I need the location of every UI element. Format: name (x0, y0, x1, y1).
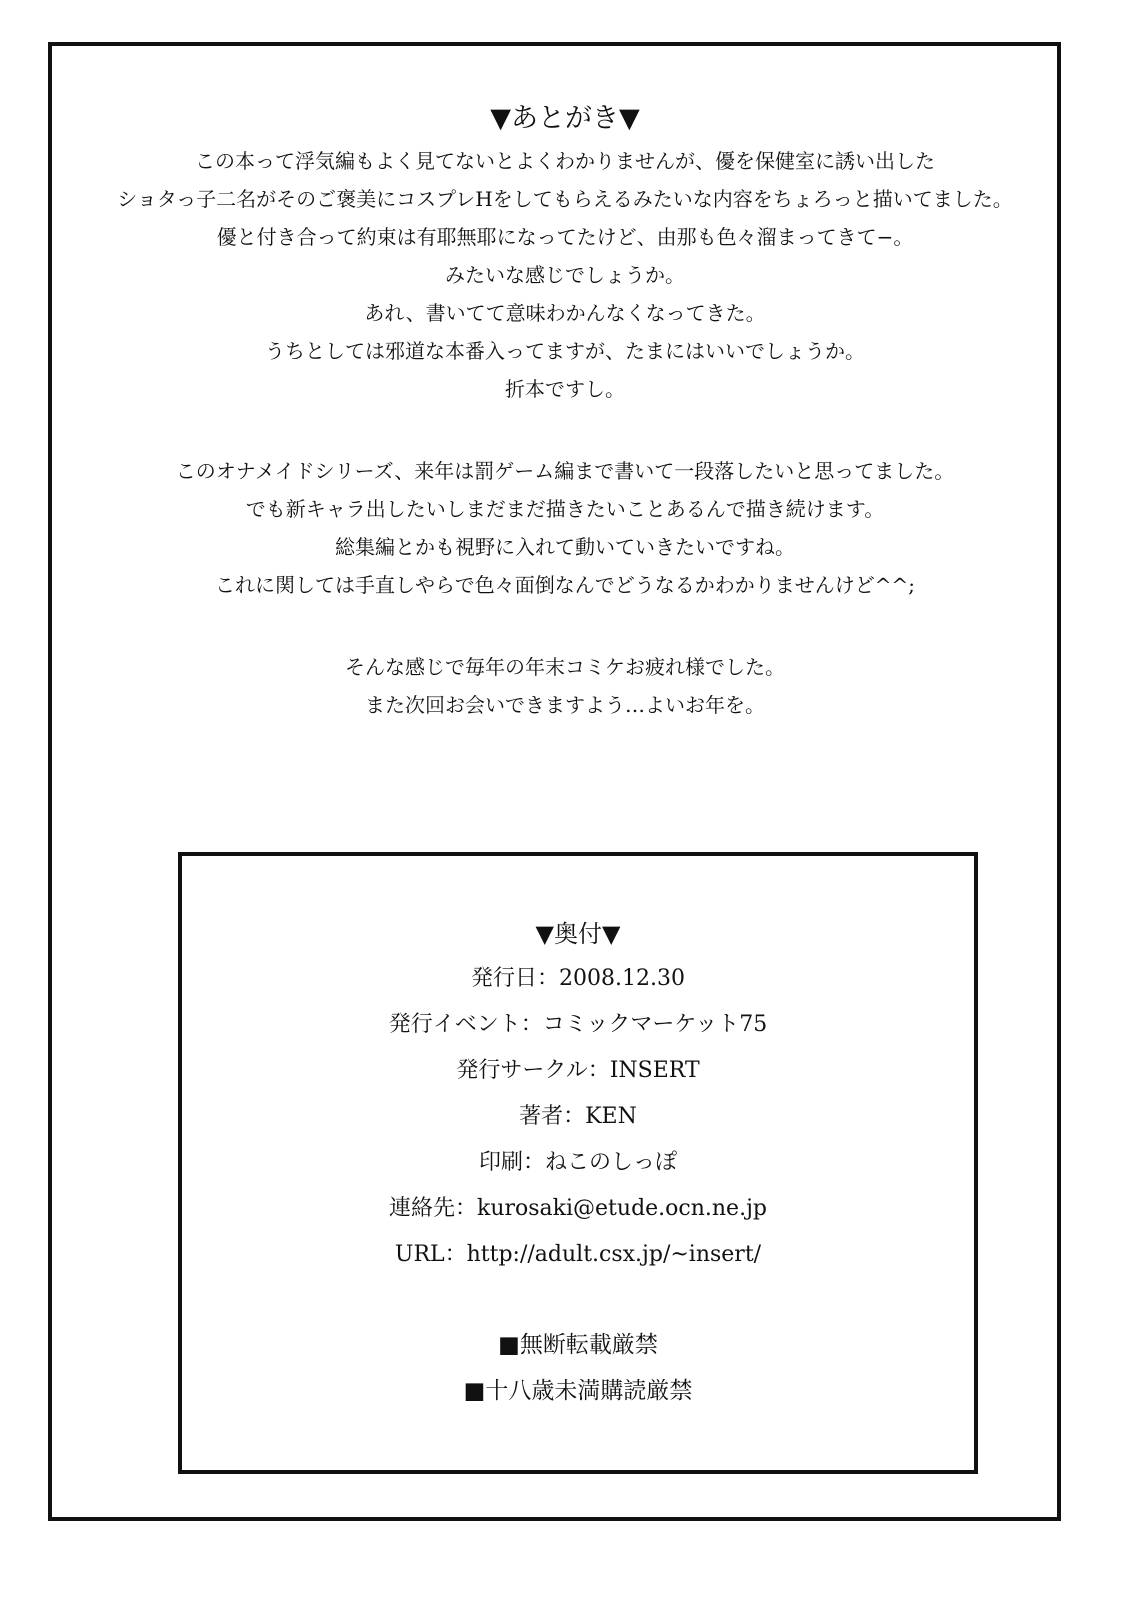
afterword-section (60, 96, 1070, 724)
afterword-line: 優と付き合って約束は有耶無耶になってたけど、由那も色々溜まってきて−。 (216, 225, 914, 249)
paragraph-spacer (60, 408, 1070, 452)
colophon-title: ▼奥付▼ (535, 920, 621, 948)
colophon-box (178, 852, 978, 1474)
colophon-info (182, 912, 974, 1278)
publication-date: 発行日：2008.12.30 (471, 966, 685, 991)
afterword-line: 折本ですし。 (505, 377, 625, 401)
printer: 印刷：ねこのしっぽ (478, 1150, 677, 1175)
afterword-line: また次回お会いできますよう…よいお年を。 (365, 693, 765, 717)
notices (182, 1322, 974, 1414)
afterword-line: これに関しては手直しやらで色々面倒なんでどうなるかわかりませんけど^^; (214, 573, 916, 597)
afterword-line: でも新キャラ出したいしまだまだ描きたいことあるんで描き続けます。 (245, 497, 885, 521)
afterword-line: ショタっ子二名がそのご褒美にコスプレHをしてもらえるみたいな内容をちょろっと描いてました。 (117, 187, 1013, 211)
publishing-circle: 発行サークル：INSERT (456, 1058, 700, 1083)
author: 著者：KEN (519, 1104, 637, 1129)
afterword-paragraph-1 (60, 142, 1070, 408)
no-reprint-notice: ■無断転載厳禁 (498, 1332, 658, 1358)
paragraph-spacer (60, 604, 1070, 648)
afterword-line: このオナメイドシリーズ、来年は罰ゲーム編まで書いて一段落したいと思ってました。 (175, 459, 955, 483)
afterword-paragraph-2 (60, 452, 1070, 604)
afterword-paragraph-3 (60, 648, 1070, 724)
contact-email: 連絡先：kurosaki@etude.ocn.ne.jp (389, 1196, 767, 1221)
afterword-line: この本って浮気編もよく見てないとよくわかりませんが、優を保健室に誘い出した (195, 149, 935, 173)
afterword-line: 総集編とかも視野に入れて動いていきたいですね。 (335, 535, 795, 559)
afterword-line: みたいな感じでしょうか。 (445, 263, 685, 287)
afterword-line: そんな感じで毎年の年末コミケお疲れ様でした。 (345, 655, 785, 679)
age-restriction-notice: ■十八歳未満購読厳禁 (463, 1378, 693, 1404)
publication-event: 発行イベント：コミックマーケット75 (388, 1012, 768, 1037)
afterword-line: うちとしては邪道な本番入ってますが、たまにはいいでしょうか。 (265, 339, 865, 363)
afterword-line: あれ、書いてて意味わかんなくなってきた。 (364, 301, 766, 325)
afterword-title: ▼あとがき▼ (490, 103, 640, 134)
website-url: URL：http://adult.csx.jp/~insert/ (394, 1242, 762, 1267)
